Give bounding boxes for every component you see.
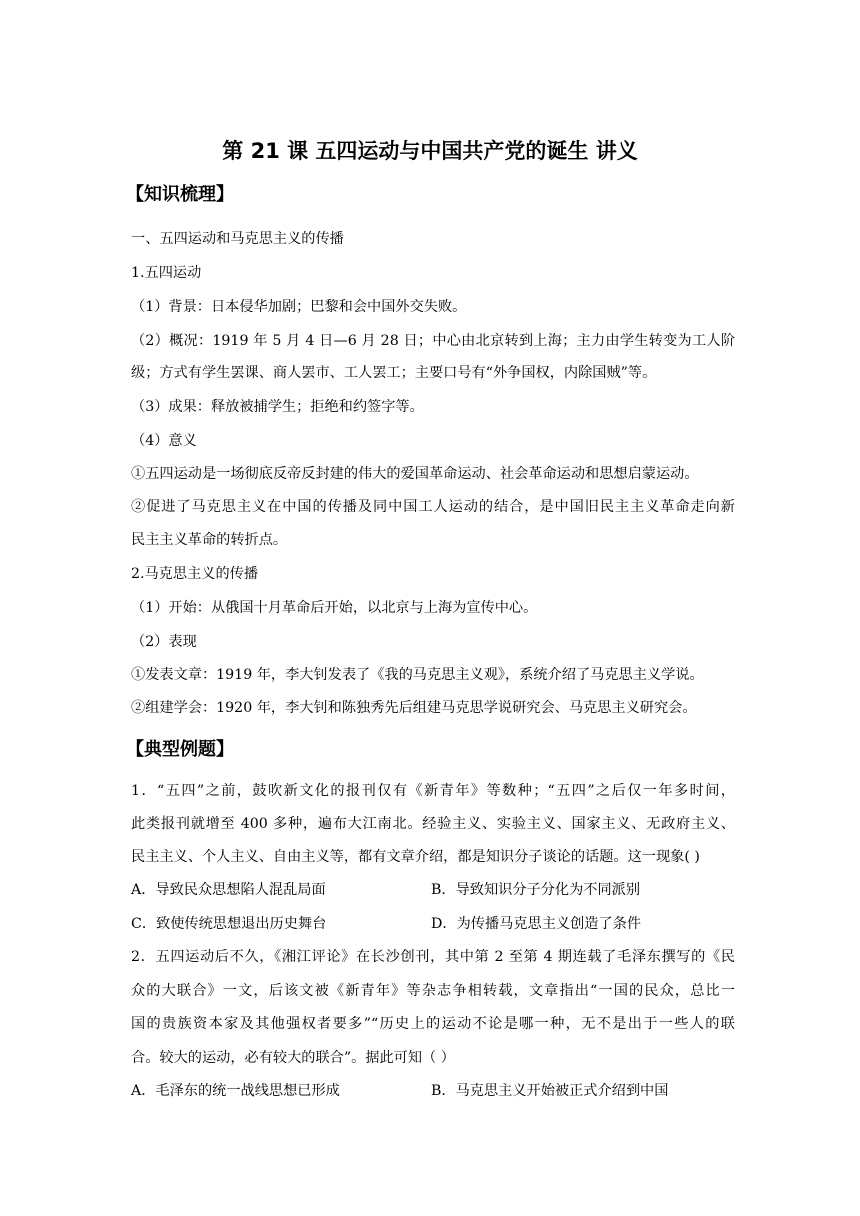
question2-option-b: B．马克思主义开始被正式介绍到中国	[431, 1083, 669, 1099]
page-title: 第 21 课 五四运动与中国共产党的诞生 讲义	[222, 139, 638, 163]
subheading-marxism: 2.马克思主义的传播	[131, 566, 259, 582]
paragraph-overview-line1: （2）概况：1919 年 5 月 4 日—6 月 28 日；中心由北京转到上海；主力由学生转变为工人阶	[131, 333, 735, 349]
paragraph-meaning-2-line1: ②促进了马克思主义在中国的传播及同中国工人运动的结合，是中国旧民主主义革命走向新	[131, 499, 735, 515]
paragraph-performance-2: ②组建学会：1920 年，李大钊和陈独秀先后组建马克思学说研究会、马克思主义研究会。	[131, 700, 697, 716]
paragraph-background: （1）背景：日本侵华加剧；巴黎和会中国外交失败。	[131, 299, 467, 315]
paragraph-overview-line2: 级；方式有学生罢课、商人罢市、工人罢工；主要口号有“外争国权，内除国贼”等。	[131, 365, 657, 381]
question1-option-c: C．致使传统思想退出历史舞台	[131, 916, 327, 932]
question1-line3: 民主主义、个人主义、自由主义等，都有文章介绍，都是知识分子谈论的话题。这一现象( )	[131, 849, 700, 865]
question1-option-b: B．导致知识分子分化为不同派别	[431, 882, 641, 898]
paragraph-result: （3）成果：释放被捕学生；拒绝和约签字等。	[131, 399, 424, 415]
section-heading-examples: 【典型例题】	[126, 739, 234, 760]
question2-line2: 众的大联合》一文，后该文被《新青年》等杂志争相转载，文章指出“一国的民众，总比一	[131, 983, 735, 999]
question1-line1: 1．“五四”之前，鼓吹新文化的报刊仅有《新青年》等数种；“五四”之后仅一年多时间，	[131, 783, 735, 799]
paragraph-meaning: （4）意义	[131, 433, 197, 449]
paragraph-meaning-2-line2: 民主主义革命的转折点。	[131, 532, 288, 548]
paragraph-start: （1）开始：从俄国十月革命后开始，以北京与上海为宣传中心。	[131, 600, 538, 616]
question2-line4: 合。较大的运动，必有较大的联合”。据此可知（ ）	[131, 1050, 455, 1066]
subheading-may-fourth: 1.五四运动	[131, 265, 202, 281]
question2-option-a: A．毛泽东的统一战线思想已形成	[131, 1083, 340, 1099]
paragraph-performance-1: ①发表文章：1919 年，李大钊发表了《我的马克思主义观》，系统介绍了马克思主义学说。	[131, 667, 704, 683]
question1-option-a: A．导致民众思想陷人混乱局面	[131, 882, 326, 898]
question2-line3: 国的贵族资本家及其他强权者要多”“历史上的运动不论是哪一种，无不是出于一些人的联	[131, 1016, 735, 1032]
heading-level1: 一、五四运动和马克思主义的传播	[131, 231, 344, 247]
question2-line1: 2．五四运动后不久，《湘江评论》在长沙创刊，其中第 2 至第 4 期连载了毛泽东撰写的《民	[131, 949, 735, 965]
question1-line2: 此类报刊就增至 400 多种，遍布大江南北。经验主义、实验主义、国家主义、无政府主义、	[131, 816, 735, 832]
question1-option-d: D．为传播马克思主义创造了条件	[431, 916, 642, 932]
paragraph-performance: （2）表现	[131, 634, 197, 650]
section-heading-knowledge: 【知识梳理】	[126, 184, 234, 205]
paragraph-meaning-1: ①五四运动是一场彻底反帝反封建的伟大的爱国革命运动、社会革命运动和思想启蒙运动。	[131, 466, 699, 482]
